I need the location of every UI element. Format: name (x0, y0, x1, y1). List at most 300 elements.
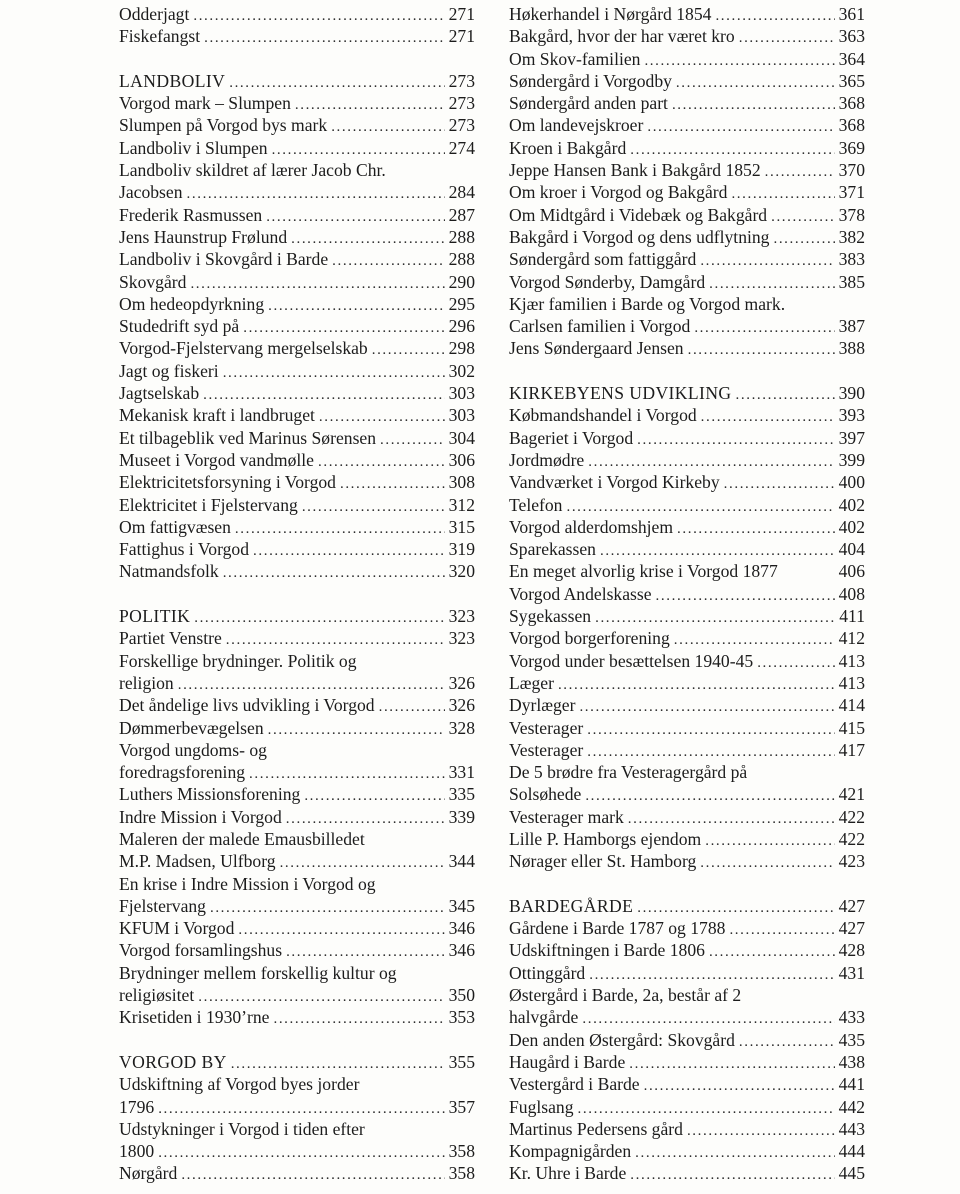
toc-entry-title: Jens Haunstrup Frølund (119, 226, 288, 247)
toc-page-number: 415 (838, 717, 865, 738)
toc-entry-title: Luthers Missionsforening (119, 784, 301, 805)
toc-entry (119, 159, 475, 181)
dot-leader (635, 1142, 834, 1164)
toc-page-number: 444 (838, 1141, 865, 1162)
toc-entry-title: 1796 (119, 1096, 155, 1117)
toc-entry-title: Fattighus i Vorgod (119, 539, 250, 560)
toc-entry-title: Kompagnigården (509, 1141, 632, 1162)
toc-entry-title: VORGOD BY (119, 1051, 227, 1072)
toc-entry (509, 293, 865, 315)
toc-page-number: 400 (838, 472, 865, 493)
toc-entry-title: Landboliv skildret af lærer Jacob Chr. (119, 160, 386, 181)
toc-page-number: 346 (448, 940, 475, 961)
toc-page-number: 273 (448, 115, 475, 136)
dot-leader (694, 317, 834, 339)
toc-page-number: 306 (448, 449, 475, 470)
toc-page-number: 350 (448, 985, 475, 1006)
toc-entry (509, 1140, 865, 1162)
dot-leader (677, 518, 835, 540)
dot-leader (198, 986, 444, 1008)
toc-page-number: 399 (838, 449, 865, 470)
toc-entry-title: Vorgod mark – Slumpen (119, 93, 291, 114)
toc-entry (509, 1073, 865, 1095)
toc-page-number: 365 (838, 70, 865, 91)
toc-entry (119, 850, 475, 872)
toc-entry (509, 984, 865, 1006)
toc-page-number: 411 (839, 606, 865, 627)
toc-entry (119, 917, 475, 939)
toc-page-number: 303 (448, 383, 475, 404)
toc-entry-title: De 5 brødre fra Vesteragergård på (509, 762, 748, 783)
dot-leader (644, 50, 834, 72)
toc-page-number: 304 (448, 427, 475, 448)
toc-entry-title: Elektricitetsforsyning i Vorgod (119, 472, 336, 493)
toc-entry (119, 694, 475, 716)
toc-entry (509, 761, 865, 783)
toc-entry (509, 1006, 865, 1028)
dot-leader (332, 250, 444, 272)
toc-entry (119, 806, 475, 828)
toc-entry-title: Museet i Vorgod vandmølle (119, 449, 314, 470)
toc-entry (119, 984, 475, 1006)
toc-entry-title: Skovgård (119, 271, 187, 292)
toc-page-number: 422 (838, 828, 865, 849)
toc-entry-title: Mekanisk kraft i landbruget (119, 405, 315, 426)
toc-page-number: 323 (448, 628, 475, 649)
toc-page-number: 382 (838, 226, 865, 247)
toc-page-number: 388 (838, 338, 865, 359)
toc-page-number: 370 (838, 160, 865, 181)
dot-leader (558, 674, 835, 696)
toc-page-number: 378 (838, 204, 865, 225)
toc-entry (119, 382, 475, 404)
toc-entry-title: Frederik Rasmussen (119, 204, 263, 225)
toc-entry-title: Dyrlæger (509, 695, 576, 716)
toc-entry-title: Kjær familien i Barde og Vorgod mark. (509, 293, 786, 314)
toc-entry (119, 360, 475, 382)
toc-entry (119, 895, 475, 917)
toc-spacer (119, 1029, 475, 1051)
dot-leader (647, 116, 834, 138)
toc-entry (509, 917, 865, 939)
toc-entry (509, 627, 865, 649)
toc-entry-title: KFUM i Vorgod (119, 918, 235, 939)
dot-leader (579, 696, 834, 718)
toc-page-number: 271 (448, 26, 475, 47)
toc-entry-title: 1800 (119, 1141, 155, 1162)
toc-entry-title: Vorgod borgerforening (509, 628, 670, 649)
toc-section-heading (509, 382, 865, 404)
toc-entry-title: halvgårde (509, 1007, 579, 1028)
dot-leader (235, 518, 445, 540)
toc-entry (119, 1140, 475, 1162)
toc-entry-title: Fuglsang (509, 1096, 574, 1117)
toc-entry-title: Sygekassen (509, 606, 592, 627)
dot-leader (372, 339, 445, 361)
toc-entry (509, 538, 865, 560)
toc-entry (119, 939, 475, 961)
dot-leader (272, 139, 445, 161)
toc-entry-title: Nørager eller St. Hamborg (509, 851, 697, 872)
toc-entry (119, 404, 475, 426)
toc-entry-title: Vorgod under besættelsen 1940-45 (509, 650, 754, 671)
dot-leader (582, 1008, 834, 1030)
toc-entry-title: Gårdene i Barde 1787 og 1788 (509, 918, 726, 939)
dot-leader (286, 808, 445, 830)
toc-entry-title: Udstykninger i Vorgod i tiden efter (119, 1118, 365, 1139)
toc-entry (509, 337, 865, 359)
toc-page-number: 355 (448, 1051, 475, 1072)
dot-leader (291, 228, 444, 250)
dot-leader (630, 1164, 834, 1186)
toc-entry-title: Solsøhede (509, 784, 582, 805)
toc-entry-title: Om landevejskroer (509, 115, 644, 136)
toc-entry (509, 650, 865, 672)
toc-entry (119, 873, 475, 895)
toc-page-number: 273 (448, 70, 475, 91)
toc-entry-title: Vorgod-Fjelstervang mergelselskab (119, 338, 368, 359)
toc-section-heading (119, 605, 475, 627)
toc-page-number: 387 (838, 316, 865, 337)
toc-entry (509, 137, 865, 159)
toc-entry (119, 783, 475, 805)
toc-entry-title: Vorgod Sønderby, Damgård (509, 271, 706, 292)
dot-leader (773, 228, 834, 250)
toc-entry (509, 181, 865, 203)
toc-page-number: 274 (448, 137, 475, 158)
toc-entry (509, 783, 865, 805)
toc-entry-title: religiøsitet (119, 985, 195, 1006)
toc-page-number: 326 (448, 695, 475, 716)
dot-leader (566, 496, 834, 518)
dot-leader (223, 362, 445, 384)
toc-entry (119, 672, 475, 694)
dot-leader (229, 72, 444, 94)
toc-entry-title: Landboliv i Skovgård i Barde (119, 249, 329, 270)
toc-page-number: 443 (838, 1118, 865, 1139)
toc-entry (119, 494, 475, 516)
dot-leader (724, 473, 835, 495)
toc-entry-title: Ottinggård (509, 962, 586, 983)
toc-entry (119, 650, 475, 672)
toc-page-number: 271 (448, 4, 475, 24)
dot-leader (193, 5, 444, 27)
toc-page-number: 422 (838, 806, 865, 827)
toc-page-number: 346 (448, 918, 475, 939)
dot-leader (331, 116, 444, 138)
toc-entry (509, 48, 865, 70)
dot-leader (739, 1031, 835, 1053)
dot-leader (644, 1075, 835, 1097)
toc-page-number: 368 (838, 115, 865, 136)
dot-leader (268, 719, 445, 741)
toc-entry (509, 1029, 865, 1051)
toc-entry-title: Jordmødre (509, 449, 585, 470)
dot-leader (340, 473, 445, 495)
toc-entry-title: M.P. Madsen, Ulfborg (119, 851, 276, 872)
toc-page-number: 288 (448, 226, 475, 247)
toc-entry (509, 1118, 865, 1140)
dot-leader (243, 317, 444, 339)
toc-entry-title: Vorgod Andelskasse (509, 583, 652, 604)
toc-entry-title: Søndergård anden part (509, 93, 668, 114)
toc-entry-title: Maleren der malede Emausbilledet (119, 828, 365, 849)
toc-entry (119, 248, 475, 270)
dot-leader (739, 27, 835, 49)
toc-page-number: 427 (838, 918, 865, 939)
toc-spacer (509, 873, 865, 895)
toc-entry (119, 25, 475, 47)
toc-entry (509, 828, 865, 850)
dot-leader (190, 273, 444, 295)
toc-entry-title: Det åndelige livs udvikling i Vorgod (119, 695, 375, 716)
toc-entry (509, 427, 865, 449)
toc-section-heading (509, 895, 865, 917)
toc-entry (509, 672, 865, 694)
toc-entry (509, 404, 865, 426)
toc-page-number: 433 (838, 1007, 865, 1028)
toc-entry (509, 583, 865, 605)
toc-page-number: 326 (448, 672, 475, 693)
toc-entry-title: Vesterager (509, 739, 584, 760)
toc-entry-title: Fiskefangst (119, 26, 201, 47)
toc-page-number: 390 (838, 383, 865, 404)
dot-leader (585, 785, 834, 807)
toc-section-heading (119, 1051, 475, 1073)
toc-entry (509, 70, 865, 92)
dot-leader (736, 384, 835, 406)
toc-entry-title: Et tilbageblik ved Marinus Sørensen (119, 427, 377, 448)
toc-entry-title: Bageriet i Vorgod (509, 427, 634, 448)
dot-leader (628, 808, 835, 830)
toc-entry (509, 159, 865, 181)
toc-entry-title: Partiet Venstre (119, 628, 222, 649)
toc-entry (119, 1096, 475, 1118)
toc-spacer (119, 48, 475, 70)
toc-entry-title: Telefon (509, 494, 563, 515)
toc-page-number: 397 (838, 427, 865, 448)
toc-entry (119, 449, 475, 471)
toc-entry-title: Fjelstervang (119, 895, 206, 916)
toc-page-number: 402 (838, 516, 865, 537)
toc-entry (509, 939, 865, 961)
toc-entry (119, 471, 475, 493)
dot-leader (158, 1098, 444, 1120)
dot-leader (266, 206, 444, 228)
toc-entry (119, 271, 475, 293)
toc-entry (119, 315, 475, 337)
toc-entry (119, 962, 475, 984)
toc-page-number: 308 (448, 472, 475, 493)
toc-entry-title: Vorgod ungdoms- og (119, 739, 267, 760)
toc-page-number: 357 (448, 1096, 475, 1117)
toc-entry (119, 226, 475, 248)
toc-entry (509, 3, 865, 25)
dot-leader (731, 183, 834, 205)
toc-entry-title: foredragsforening (119, 762, 246, 783)
toc-page-number: 345 (448, 895, 475, 916)
toc-page-number: 273 (448, 93, 475, 114)
toc-page-number: 371 (838, 182, 865, 203)
dot-leader (231, 1053, 445, 1075)
toc-entry (119, 1073, 475, 1095)
toc-entry-title: BARDEGÅRDE (509, 895, 634, 916)
toc-page-number: 431 (838, 962, 865, 983)
toc-entry-title: Bakgård, hvor der har været kro (509, 26, 735, 47)
dot-leader (226, 629, 445, 651)
toc-entry-title: Vorgod alderdomshjem (509, 516, 674, 537)
dot-leader (672, 94, 835, 116)
toc-entry (119, 92, 475, 114)
toc-entry (119, 114, 475, 136)
toc-entry (119, 293, 475, 315)
toc-entry-title: Udskiftning af Vorgod byes jorder (119, 1074, 360, 1095)
dot-leader (380, 429, 445, 451)
toc-entry (509, 1096, 865, 1118)
toc-entry (119, 739, 475, 761)
toc-entry (119, 516, 475, 538)
dot-leader (379, 696, 445, 718)
dot-leader (318, 451, 445, 473)
toc-entry (509, 449, 865, 471)
toc-page-number: 364 (838, 48, 865, 69)
dot-leader (595, 607, 835, 629)
toc-entry-title: Forskellige brydninger. Politik og (119, 650, 357, 671)
toc-entry (119, 717, 475, 739)
dot-leader (715, 5, 834, 27)
dot-leader (656, 585, 835, 607)
dot-leader (588, 451, 834, 473)
toc-page-number: 423 (838, 851, 865, 872)
toc-entry-title: Købmandshandel i Vorgod (509, 405, 697, 426)
toc-entry-title: Vestergård i Barde (509, 1074, 640, 1095)
toc-entry-title: Vesterager mark (509, 806, 624, 827)
dot-leader (700, 250, 834, 272)
toc-entry (509, 694, 865, 716)
toc-page-number: 435 (838, 1029, 865, 1050)
dot-leader (286, 941, 445, 963)
dot-leader (273, 1008, 444, 1030)
toc-entry (119, 1006, 475, 1028)
toc-spacer (119, 583, 475, 605)
toc-entry-title: Indre Mission i Vorgod (119, 806, 282, 827)
toc-page-number: 404 (838, 539, 865, 560)
dot-leader (589, 964, 834, 986)
toc-page-number: 287 (448, 204, 475, 225)
toc-entry-title: Sparekassen (509, 539, 596, 560)
toc-page-number: 298 (448, 338, 475, 359)
toc-entry (119, 538, 475, 560)
toc-entry-title: Jens Søndergaard Jensen (509, 338, 684, 359)
dot-leader (249, 763, 445, 785)
toc-page-number: 288 (448, 249, 475, 270)
toc-entry-title: Slumpen på Vorgod bys mark (119, 115, 328, 136)
toc-entry-title: POLITIK (119, 606, 191, 627)
toc-entry (119, 181, 475, 203)
dot-leader (319, 406, 445, 428)
toc-entry (509, 1162, 865, 1184)
toc-entry (509, 114, 865, 136)
toc-right-column (509, 3, 865, 1185)
toc-entry (509, 271, 865, 293)
toc-page-number: 312 (448, 494, 475, 515)
dot-leader (204, 27, 444, 49)
toc-entry (509, 806, 865, 828)
toc-page-number: 344 (448, 851, 475, 872)
toc-entry (509, 560, 865, 582)
toc-entry-title: Jagt og fiskeri (119, 360, 219, 381)
toc-entry (509, 850, 865, 872)
toc-entry-title: Læger (509, 672, 554, 693)
toc-entry (119, 627, 475, 649)
dot-leader (223, 562, 445, 584)
dot-leader (268, 295, 444, 317)
toc-page-number: 358 (448, 1163, 475, 1184)
toc-page-number: 319 (448, 539, 475, 560)
dot-leader (771, 206, 835, 228)
dot-leader (253, 540, 445, 562)
dot-leader (709, 941, 835, 963)
dot-leader (688, 339, 835, 361)
toc-entry-title: Nørgård (119, 1163, 178, 1184)
toc-entry-title: Om fattigvæsen (119, 516, 231, 537)
toc-entry (119, 1162, 475, 1184)
toc-page-number: 361 (838, 4, 865, 24)
toc-entry (509, 248, 865, 270)
toc-page-number: 393 (838, 405, 865, 426)
toc-entry (119, 1118, 475, 1140)
toc-entry (119, 3, 475, 25)
dot-leader (210, 897, 445, 919)
toc-entry-title: Om Skov-familien (509, 48, 641, 69)
toc-entry-title: Natmandsfolk (119, 561, 219, 582)
toc-entry-title: Jacobsen (119, 182, 183, 203)
toc-entry-title: Jeppe Hansen Bank i Bakgård 1852 (509, 160, 761, 181)
dot-leader (629, 1053, 834, 1075)
dot-leader (709, 273, 834, 295)
toc-entry (509, 1051, 865, 1073)
toc-entry-title: Krisetiden i 1930’rne (119, 1007, 270, 1028)
dot-leader (587, 719, 834, 741)
toc-entry-title: Haugård i Barde (509, 1051, 626, 1072)
toc-page-number: 383 (838, 249, 865, 270)
toc-entry-title: En meget alvorlig krise i Vorgod 1877 (509, 561, 778, 582)
toc-entry-title: Lille P. Hamborgs ejendom (509, 828, 702, 849)
toc-page-number: 363 (838, 26, 865, 47)
dot-leader (729, 919, 834, 941)
toc-entry-title: Udskiftningen i Barde 1806 (509, 940, 705, 961)
toc-entry-title: Studedrift syd på (119, 316, 240, 337)
toc-page-number: 323 (448, 606, 475, 627)
toc-entry (119, 337, 475, 359)
dot-leader (587, 741, 834, 763)
dot-leader (158, 1142, 444, 1164)
toc-page-number: 328 (448, 717, 475, 738)
dot-leader (178, 674, 445, 696)
toc-entry-title: Kroen i Bakgård (509, 137, 627, 158)
toc-entry (119, 761, 475, 783)
dot-leader (757, 652, 834, 674)
dot-leader (701, 406, 835, 428)
toc-page-number: 414 (838, 695, 865, 716)
dot-leader (302, 496, 445, 518)
toc-entry-title: Kr. Uhre i Barde (509, 1163, 627, 1184)
toc-entry (119, 204, 475, 226)
toc-entry-title: Dømmerbevægelsen (119, 717, 264, 738)
toc-entry-title: Den anden Østergård: Skovgård (509, 1029, 735, 1050)
toc-page-number: 331 (448, 762, 475, 783)
toc-page-number: 385 (838, 271, 865, 292)
